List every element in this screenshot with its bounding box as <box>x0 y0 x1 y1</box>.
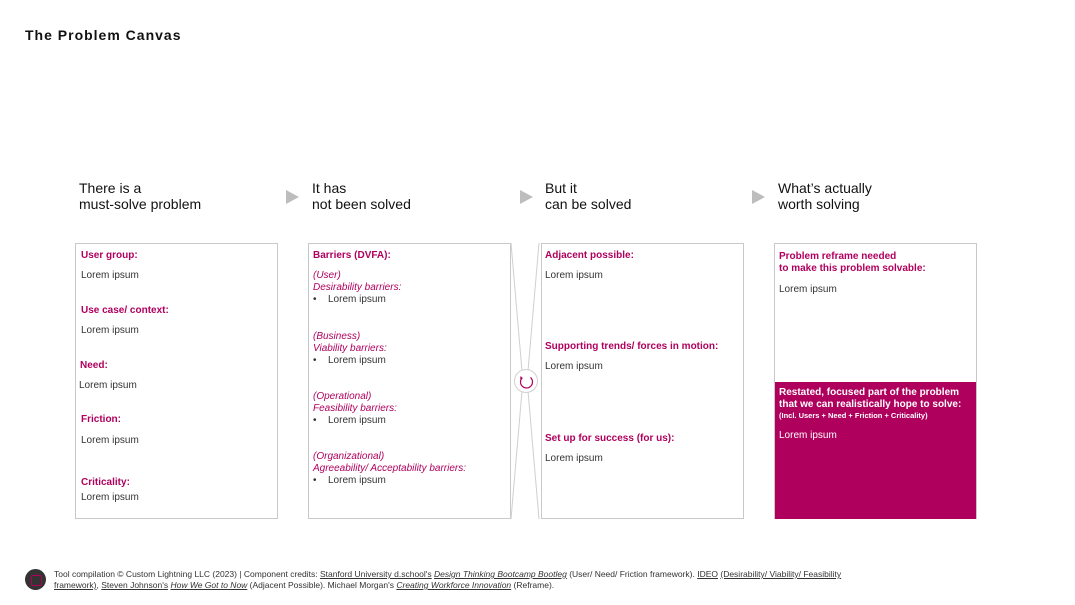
barriers-box <box>308 243 511 519</box>
column-heading-solvable <box>545 180 631 212</box>
bullet: • <box>313 475 317 486</box>
column-heading-problem <box>79 180 201 212</box>
heading-line: But it <box>545 180 577 196</box>
column-heading-worth-solving <box>778 180 872 212</box>
business-tag: (Business) <box>313 331 361 342</box>
desirability-item[interactable] <box>313 294 386 306</box>
organizational-tag: (Organizational) <box>313 451 385 462</box>
cycle-icon <box>514 369 538 393</box>
viability-label: Viability barriers: <box>313 343 387 354</box>
desirability-value: Lorem ipsum <box>328 294 386 305</box>
restated-value[interactable]: Lorem ipsum <box>779 430 837 441</box>
restated-label-line2: that we can realistically hope to solve: <box>779 399 962 410</box>
column-heading-unsolved <box>312 180 411 212</box>
feasibility-label: Feasibility barriers: <box>313 403 397 414</box>
use-case-value[interactable]: Lorem ipsum <box>81 325 139 336</box>
user-tag: (User) <box>313 270 341 281</box>
viability-item[interactable] <box>313 355 386 367</box>
desirability-label: Desirability barriers: <box>313 282 402 293</box>
adjacent-label: Adjacent possible: <box>545 250 634 261</box>
friction-value[interactable]: Lorem ipsum <box>81 435 139 446</box>
arrow-right-icon <box>520 190 533 204</box>
footer-text: Tool compilation © Custom Lightning LLC (2023) | Component credits: <box>54 569 320 579</box>
worth-solving-box <box>774 243 977 519</box>
viability-value: Lorem ipsum <box>328 355 386 366</box>
solvable-box <box>541 243 744 519</box>
criticality-label: Criticality: <box>81 477 130 488</box>
footer-text: (Adjacent Possible). Michael Morgan's <box>247 580 397 590</box>
need-value[interactable]: Lorem ipsum <box>79 380 137 391</box>
need-label: Need: <box>80 360 108 371</box>
user-group-label: User group: <box>81 250 138 261</box>
footer-text: , <box>96 580 102 590</box>
creating-workforce-innovation-link[interactable]: Creating Workforce Innovation <box>396 580 512 590</box>
setup-value[interactable]: Lorem ipsum <box>545 453 603 464</box>
trends-value[interactable]: Lorem ipsum <box>545 361 603 372</box>
heading-line: must-solve problem <box>79 196 202 212</box>
bullet: • <box>313 355 317 366</box>
heading-line: What’s actually <box>778 180 872 196</box>
user-group-value[interactable]: Lorem ipsum <box>81 270 139 281</box>
how-we-got-to-now-link[interactable]: How We Got to Now <box>170 580 248 590</box>
johnson-link[interactable]: Steven Johnson's <box>101 580 169 590</box>
heading-line: There is a <box>79 180 142 196</box>
stanford-link[interactable]: Stanford University d.school's <box>319 569 432 579</box>
friction-label: Friction: <box>81 414 121 425</box>
agreeability-item[interactable] <box>313 475 386 487</box>
criticality-value[interactable]: Lorem ipsum <box>81 492 139 503</box>
agreeability-label: Agreeability/ Acceptability barriers: <box>313 463 467 474</box>
operational-tag: (Operational) <box>313 391 372 402</box>
heading-line: It has <box>312 180 347 196</box>
arrow-right-icon <box>752 190 765 204</box>
bootleg-link[interactable]: Design Thinking Bootcamp Bootleg <box>434 569 567 579</box>
page-title: The Problem Canvas <box>25 27 182 43</box>
footer-credits <box>54 569 874 591</box>
reframe-value[interactable]: Lorem ipsum <box>779 284 837 295</box>
footer-text: (User/ Need/ Friction framework). <box>566 569 698 579</box>
heading-line: worth solving <box>778 196 860 212</box>
restated-panel <box>775 382 976 519</box>
feasibility-item[interactable] <box>313 415 386 427</box>
logo-icon <box>25 569 46 590</box>
feasibility-value: Lorem ipsum <box>328 415 386 426</box>
restated-label-line1: Restated, focused part of the problem <box>779 387 960 398</box>
agreeability-value: Lorem ipsum <box>328 475 386 486</box>
barriers-title: Barriers (DVFA): <box>313 250 391 261</box>
heading-line: not been solved <box>312 196 411 212</box>
dvf-link[interactable]: (Desirability/ Viability/ Feasibility framework) <box>54 569 842 590</box>
heading-line: can be solved <box>545 196 632 212</box>
bullet: • <box>313 415 317 426</box>
reframe-label-line2: to make this problem solvable: <box>779 263 926 274</box>
reframe-label-line1: Problem reframe needed <box>779 251 897 262</box>
footer-text: (Reframe). <box>511 580 555 590</box>
adjacent-value[interactable]: Lorem ipsum <box>545 270 603 281</box>
arrow-right-icon <box>286 190 299 204</box>
setup-label: Set up for success (for us): <box>545 433 675 444</box>
ideo-link[interactable]: IDEO <box>697 569 718 579</box>
restated-note: (Incl. Users + Need + Friction + Criticality) <box>779 411 928 420</box>
bullet: • <box>313 294 317 305</box>
trends-label: Supporting trends/ forces in motion: <box>545 341 719 352</box>
use-case-label: Use case/ context: <box>81 305 169 316</box>
problem-box <box>75 243 278 519</box>
